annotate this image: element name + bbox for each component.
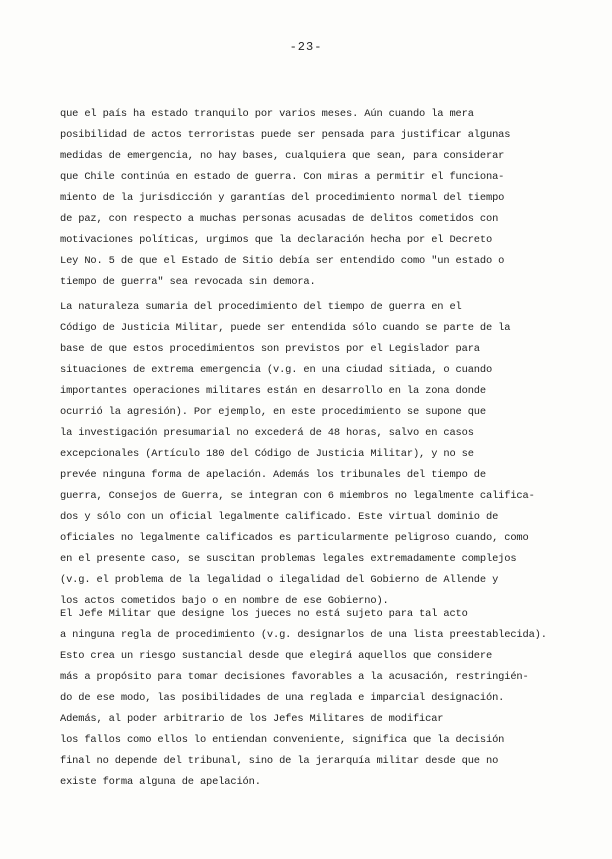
text-line: tiempo de guerra" sea revocada sin demora. — [60, 276, 316, 288]
text-line: base de que estos procedimientos son previstos por el Legislador para — [60, 343, 480, 355]
text-line: final no depende del tribunal, sino de la jerarquía militar desde que no — [60, 755, 499, 767]
text-line: los fallos como ellos lo entiendan conveniente, significa que la decisión — [60, 734, 505, 746]
text-line: situaciones de extrema emergencia (v.g. en una ciudad sitiada, o cuando — [60, 364, 493, 376]
text-line: (v.g. el problema de la legalidad o ilegalidad del Gobierno de Allende y — [60, 574, 499, 586]
text-line: Código de Justicia Militar, puede ser entendida sólo cuando se parte de la — [60, 322, 511, 334]
text-line: Esto crea un riesgo sustancial desde que elegirá aquellos que considere — [60, 650, 493, 662]
text-line: Ley No. 5 de que el Estado de Sitio debía ser entendido como "un estado o — [60, 255, 505, 267]
text-line: posibilidad de actos terroristas puede ser pensada para justificar algunas — [60, 129, 511, 141]
text-line: de paz, con respecto a muchas personas acusadas de delitos cometidos con — [60, 213, 499, 225]
text-line: prevée ninguna forma de apelación. Además los tribunales del tiempo de — [60, 469, 486, 481]
paragraph-3 — [60, 604, 560, 793]
text-line: la investigación presumarial no excederá de 48 horas, salvo en casos — [60, 427, 474, 439]
text-line: La naturaleza sumaria del procedimiento del tiempo de guerra en el — [60, 301, 462, 313]
text-line: que el país ha estado tranquilo por varios meses. Aún cuando la mera — [60, 108, 474, 120]
text-line: medidas de emergencia, no hay bases, cualquiera que sean, para considerar — [60, 150, 505, 162]
text-line: existe forma alguna de apelación. — [60, 776, 261, 788]
text-line: que Chile continúa en estado de guerra. Con miras a permitir el funciona- — [60, 171, 505, 183]
text-line: importantes operaciones militares están en desarrollo en la zona donde — [60, 385, 486, 397]
text-line: excepcionales (Artículo 180 del Código de Justicia Militar), y no se — [60, 448, 474, 460]
text-line: más a propósito para tomar decisiones favorables a la acusación, restringién- — [60, 671, 529, 683]
text-line: ocurrió la agresión). Por ejemplo, en este procedimiento se supone que — [60, 406, 486, 418]
text-line: los actos cometidos bajo o en nombre de ese Gobierno). — [60, 595, 389, 607]
text-line: Además, al poder arbitrario de los Jefes Militares de modificar — [60, 713, 444, 725]
text-line: dos y sólo con un oficial legalmente calificado. Este virtual dominio de — [60, 511, 499, 523]
text-line: guerra, Consejos de Guerra, se integran con 6 miembros no legalmente califica- — [60, 490, 535, 502]
paragraph-2 — [60, 297, 560, 612]
text-line: do de ese modo, las posibilidades de una reglada e imparcial designación. — [60, 692, 505, 704]
text-line: en el presente caso, se suscitan problemas legales extremadamente complejos — [60, 553, 517, 565]
paragraph-1 — [60, 104, 560, 293]
text-line: motivaciones políticas, urgimos que la declaración hecha por el Decreto — [60, 234, 493, 246]
text-line: El Jefe Militar que designe los jueces no está sujeto para tal acto — [60, 608, 468, 620]
text-line: miento de la jurisdicción y garantías del procedimiento normal del tiempo — [60, 192, 505, 204]
text-line: oficiales no legalmente calificados es particularmente peligroso cuando, como — [60, 532, 529, 544]
text-line: a ninguna regla de procedimiento (v.g. designarlos de una lista preestablecida). — [60, 629, 547, 641]
page-number: -23- — [289, 40, 323, 54]
